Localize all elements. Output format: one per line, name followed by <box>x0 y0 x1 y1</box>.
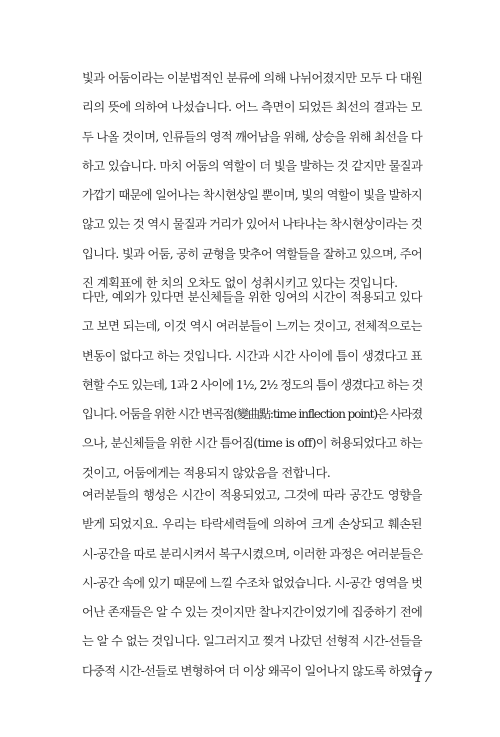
paragraph-3 <box>82 481 422 686</box>
text-line: 여러분들의 행성은 시간이 적용되었고, 그것에 따라 공간도 영향을 <box>82 488 422 502</box>
text-line: 고 보면 되는데, 이것 역시 여러분들이 느끼는 것이고, 전체적으로는 <box>82 319 422 334</box>
text-line: 빛과 어둠이라는 이분법적인 분류에 의해 나뉘어졌지만 모두 다 대원 <box>82 71 423 85</box>
text-line: 으나, 분신체들을 위한 시간 틈어짐(time is off)이 허용되었다고 하는 <box>82 436 423 451</box>
text-line: 리의 뜻에 의하여 나섰습니다. 어느 측면이 되었든 최선의 결과는 모 <box>82 100 422 115</box>
text-line: 입니다. 빛과 어둠, 공히 균형을 맞추어 역할들을 잘하고 있으며, 주어 <box>82 246 422 261</box>
text-line: 하고 있습니다. 마치 어둠의 역할이 더 빛을 발하는 것 같지만 물질과 <box>82 158 423 173</box>
text-line: 변동이 없다고 하는 것입니다. 시간과 시간 사이에 틈이 생겼다고 표 <box>82 348 422 363</box>
text-line: 어난 존재들은 알 수 있는 것이지만 찰나지간이었기에 집중하기 전에 <box>82 605 423 620</box>
text-line: 다만, 예외가 있다면 분신체들을 위한 잉여의 시간이 적용되고 있다 <box>82 290 422 304</box>
text-line: 시-공간 속에 있기 때문에 느낄 수조차 없었습니다. 시-공간 영역을 벗 <box>82 575 423 590</box>
text-line: 것이고, 어둠에게는 적용되지 않았음을 전합니다. <box>82 465 331 480</box>
text-line: 가깝기 때문에 일어나는 착시현상일 뿐이며, 빛의 역할이 빛을 발하지 <box>82 188 422 203</box>
text-line: 시-공간을 따로 분리시켜서 복구시켰으며, 이러한 과정은 여러분들은 <box>82 546 423 561</box>
paragraph-2 <box>82 283 422 488</box>
paragraph-1 <box>82 64 422 298</box>
text-line: 현할 수도 있는데, 1과 2 사이에 1½, 2½ 정도의 틈이 생겼다고 하는 것 <box>82 377 423 392</box>
page-number: 17 <box>414 670 432 686</box>
text-line: 는 알 수 없는 것입니다. 일그러지고 찢겨 나갔던 선형적 시간-선들을 <box>82 634 422 649</box>
text-line: 다중적 시간-선들로 변형하여 더 이상 왜곡이 일어나지 않도록 하였습 <box>82 663 422 678</box>
text-line: 입니다. 어둠을 위한 시간 변곡점(變曲點:time inflection point)은 사라졌 <box>82 407 422 422</box>
text-line: 않고 있는 것 역시 물질과 거리가 있어서 나타나는 착시현상이라는 것 <box>82 217 422 232</box>
text-line: 받게 되었지요. 우리는 타락세력들에 의하여 크게 손상되고 훼손된 <box>82 517 422 532</box>
text-line: 두 나올 것이며, 인류들의 영적 깨어남을 위해, 상승을 위해 최선을 다 <box>82 129 422 144</box>
text-line: 진 계획표에 한 치의 오차도 없이 성취시키고 있다는 것입니다. <box>82 276 398 291</box>
